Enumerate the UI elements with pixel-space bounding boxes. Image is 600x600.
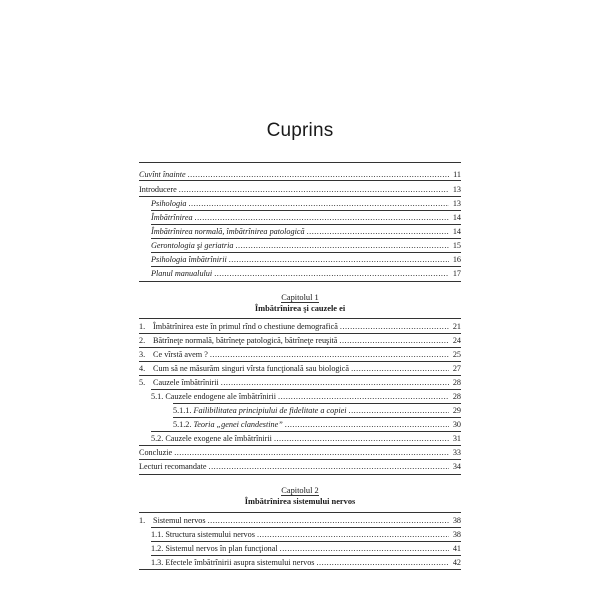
toc-entry[interactable] (151, 254, 461, 266)
divider (151, 555, 461, 556)
divider (151, 238, 461, 239)
divider (151, 266, 461, 267)
divider (139, 474, 461, 475)
toc-entry-page: 15 (452, 241, 461, 250)
toc-entry-page: 24 (452, 336, 461, 345)
toc-entry-label: Introducere (139, 185, 177, 194)
toc-entry-page: 14 (452, 213, 461, 222)
toc-entry[interactable] (151, 529, 461, 541)
toc-entry[interactable] (173, 419, 461, 431)
toc-entry[interactable] (151, 212, 461, 224)
toc-entry-page: 41 (452, 544, 461, 553)
toc-entry[interactable] (139, 377, 461, 389)
divider (151, 541, 461, 542)
toc-entry-page: 42 (452, 558, 461, 567)
leader-dots (280, 543, 449, 555)
leader-dots (188, 198, 449, 210)
toc-entry-page: 21 (452, 322, 461, 331)
toc-entry[interactable] (173, 405, 461, 417)
toc-entry-label: Cuvînt înainte (139, 170, 186, 179)
leader-dots (210, 349, 449, 361)
leader-dots (235, 240, 449, 252)
toc-entry-page: 25 (452, 350, 461, 359)
toc-entry[interactable] (151, 433, 461, 445)
toc-entry-label: 1.3. Efectele îmbătrînirii asupra sistemului nervos (151, 558, 315, 567)
divider (139, 196, 461, 197)
divider (139, 445, 461, 446)
toc-entry-label: 3. Ce vîrstă avem ? (139, 350, 208, 359)
leader-dots (340, 321, 449, 333)
toc-entry-label: 2. Bătrîneţe normală, bătrîneţe patologică, bătrîneţe reuşită (139, 336, 338, 345)
leader-dots (257, 529, 449, 541)
toc-entry-label: 5.1.2. Teoria „genei clandestine” (173, 420, 283, 429)
chapter-number: Capitolul 2 (281, 486, 319, 495)
divider (173, 403, 461, 404)
leader-dots (174, 447, 449, 459)
divider (139, 162, 461, 163)
divider (139, 333, 461, 334)
leader-dots (307, 226, 449, 238)
page-title: Cuprins (266, 120, 334, 141)
toc-entry[interactable] (139, 363, 461, 375)
toc-entry-label: 5. Cauzele îmbătrînirii (139, 378, 219, 387)
leader-dots (195, 212, 449, 224)
divider (139, 361, 461, 362)
divider (139, 318, 461, 319)
toc-entry[interactable] (151, 543, 461, 555)
toc-entry-label: 5.2. Cauzele exogene ale îmbătrînirii (151, 434, 272, 443)
toc-entry-label: 5.1. Cauzele endogene ale îmbătrînirii (151, 392, 277, 401)
toc-entry-page: 11 (453, 170, 461, 179)
divider (139, 569, 461, 570)
toc-entry-label: 4. Cum să ne măsurăm singuri vîrsta funcţională sau biologică (139, 364, 350, 373)
leader-dots (316, 557, 449, 569)
toc-entry[interactable] (151, 268, 461, 280)
toc-entry-introduction[interactable] (139, 184, 461, 196)
toc-entry-label: 1. Sistemul nervos (139, 516, 206, 525)
divider (173, 417, 461, 418)
leader-dots (214, 268, 449, 280)
toc-entry-label: 1.2. Sistemul nervos în plan funcţional (151, 544, 278, 553)
divider (139, 347, 461, 348)
toc-entry[interactable] (151, 198, 461, 210)
toc-entry[interactable] (151, 557, 461, 569)
toc-entry-label: Psihologia (151, 199, 187, 208)
toc-entry[interactable] (151, 226, 461, 238)
divider (139, 375, 461, 376)
toc-entry-page: 38 (452, 530, 461, 539)
toc-entry-label: Psihologia îmbătrînirii (151, 255, 227, 264)
toc-entry-page: 28 (452, 392, 461, 401)
divider (151, 527, 461, 528)
leader-dots (209, 461, 449, 473)
divider (139, 180, 461, 181)
toc-entry-page: 30 (452, 420, 461, 429)
leader-dots (351, 363, 449, 375)
toc-entry[interactable] (151, 391, 461, 403)
leader-dots (278, 391, 449, 403)
toc-entry-label: 1. Îmbătrînirea este în primul rînd o chestiune demografică (139, 322, 338, 331)
divider (151, 252, 461, 253)
toc-entry[interactable] (139, 349, 461, 361)
chapter-number: Capitolul 1 (281, 293, 319, 302)
chapter-title: Îmbătrînirea şi cauzele ei (254, 304, 346, 313)
toc-entry-label: Îmbătrînirea (151, 213, 193, 222)
divider (151, 389, 461, 390)
toc-entry-label: Gerontologia şi geriatria (151, 241, 234, 250)
divider (139, 459, 461, 460)
toc-entry-label: 5.1.1. Failibilitatea principiului de fidelitate a copiei (173, 406, 347, 415)
leader-dots (221, 377, 449, 389)
toc-entry-page: 28 (452, 378, 461, 387)
toc-entry-page: 29 (452, 406, 461, 415)
toc-entry-readings[interactable] (139, 461, 461, 473)
toc-entry[interactable] (139, 321, 461, 333)
divider (139, 512, 461, 513)
toc-entry-label: Îmbătrînirea normală, îmbătrînirea patologică (151, 227, 305, 236)
toc-entry-page: 13 (452, 185, 461, 194)
toc-entry[interactable] (139, 335, 461, 347)
toc-entry-page: 14 (452, 227, 461, 236)
leader-dots (229, 254, 449, 266)
toc-entry-label: 1.1. Structura sistemului nervos (151, 530, 255, 539)
divider (151, 210, 461, 211)
toc-entry-label: Concluzie (139, 448, 173, 457)
toc-entry-page: 34 (452, 462, 461, 471)
leader-dots (349, 405, 449, 417)
toc-entry-page: 27 (452, 364, 461, 373)
toc-entry-page: 16 (452, 255, 461, 264)
toc-entry-label: Planul manualului (151, 269, 213, 278)
toc-entry[interactable] (151, 240, 461, 252)
divider (151, 431, 461, 432)
toc-entry-label: Lecturi recomandate (139, 462, 207, 471)
divider (151, 224, 461, 225)
toc-entry-page: 38 (452, 516, 461, 525)
toc-entry-page: 33 (452, 448, 461, 457)
leader-dots (179, 184, 449, 196)
toc-entry-conclusion[interactable] (139, 447, 461, 459)
divider (139, 281, 461, 282)
leader-dots (285, 419, 449, 431)
toc-entry[interactable] (139, 515, 461, 527)
toc-entry-page: 13 (452, 199, 461, 208)
toc-entry-page: 31 (452, 434, 461, 443)
toc-entry-page: 17 (452, 269, 461, 278)
leader-dots (274, 433, 449, 445)
leader-dots (208, 515, 449, 527)
chapter-title: Îmbătrînirea sistemului nervos (244, 497, 356, 506)
leader-dots (339, 335, 449, 347)
